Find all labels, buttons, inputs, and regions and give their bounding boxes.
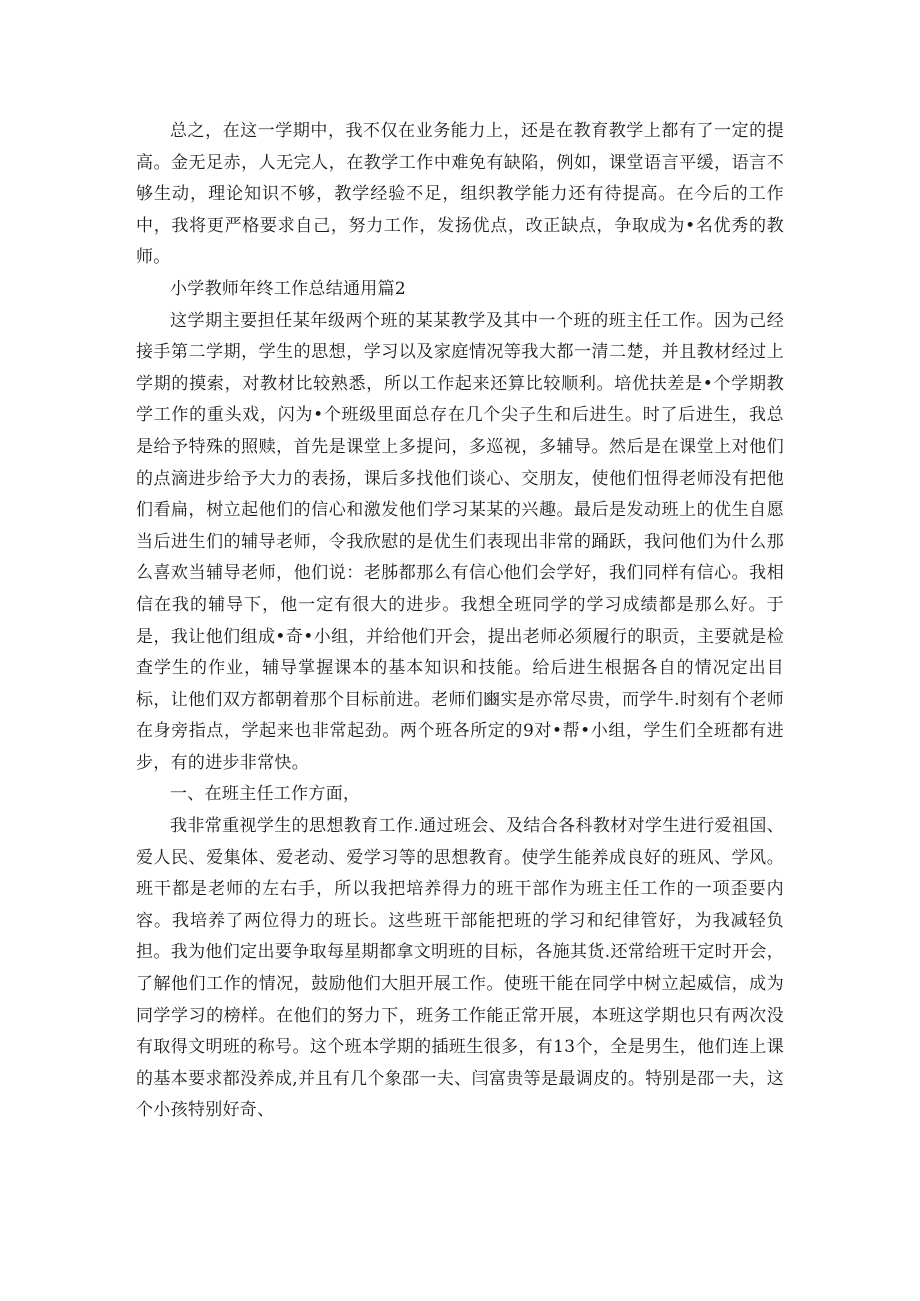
paragraph-class-teacher: 我非常重视学生的思想教育工作.通过班会、及结合各科教材对学生进行爱祖国、爱人民、爱集体、爱老动、爱学习等的思想教育。使学生能养成良好的班风、学风。班干都是老师的左右手，所以我把培养得力的班干部作为班主任工作的一项歪要内容。我培养了两位得力的班长。这些班干部能把班的学习和纪律管好，为我减轻负担。我为他们定出要争取每星期都拿文明班的目标，各施其货.还常给班干定时开会，了解他们工作的情况，鼓励他们大胆开展工作。使班干能在同学中树立起威信，成为同学学习的榜样。在他们的努力下，班务工作能正常开展，本班这学期也只有两次没有取得文明班的称号。这个班本学期的插班生很多，有13个，全是男生，他们连上课的基本要求都没养成,并且有几个象邵一夫、闫富贵等是最调皮的。特别是邵一夫，这个小孩特别好奇、: [136, 816, 784, 1121]
document-body: [136, 116, 784, 1127]
paragraph-summary: 总之，在这一学期中，我不仅在业务能力上，还是在教育教学上都有了一定的提高。金无足赤，人无完人，在教学工作中难免有缺陷，例如，课堂语言平缓，语言不够生动，理论知识不够，教学经验不足，组织教学能力还有待提高。在今后的工作中，我将更严格要求自己，努力工作，发扬优点，改正缺点，争取成为•名优秀的教师。: [136, 121, 784, 268]
section-title: 小学教师年终工作总结通用篇2: [170, 278, 407, 299]
paragraph-teaching: 这学期主要担任某年级两个班的某某教学及其中一个班的班主任工作。因为己经接手第二学期，学生的思想，学习以及家庭情况等我大都一清二楚，并且教材经过上学期的摸索，对教材比较熟悉，所以工作起来还算比较顺利。培优扶差是•个学期教学工作的重头戏，闪为•个班级里面总存在几个尖子生和后进生。时了后进生，我总是给予特殊的照赎，首先是课堂上多提问，多巡视，多辅导。然后是在课堂上对他们的点滴进步给予大力的表扬，课后多找他们谈心、交朋友，使他们忸得老师没有把他们看扁，树立起他们的信心和激发他们学习某某的兴趣。最后是发动班上的优生自愿当后进生们的辅导老师，令我欣慰的是优生们表现出非常的踊跃，我问他们为什么那么喜欢当辅导老师，他们说：老胏都那么有信心他们会学好，我们同样有信心。我相信在我的辅导下，他一定有很大的进步。我想全班同学的学习成绩都是那么好。于是，我让他们组成•奇•小组，并给他们开会，提出老师必须履行的职贡，主要就是检查学生的作业，辅导掌握课本的基本知识和技能。给后进生根据各自的情况定出目标，让他们双方都朝着那个目标前进。老师们豳实是亦常尽贵，而学牛.时刻有个老师在身旁指点，学起来也非常起劲。两个班各所定的9对•帮•小组，学生们全班都有进步，有的进步非常快。: [136, 310, 784, 773]
subsection-heading: 一、在班主任工作方面，: [170, 784, 361, 805]
